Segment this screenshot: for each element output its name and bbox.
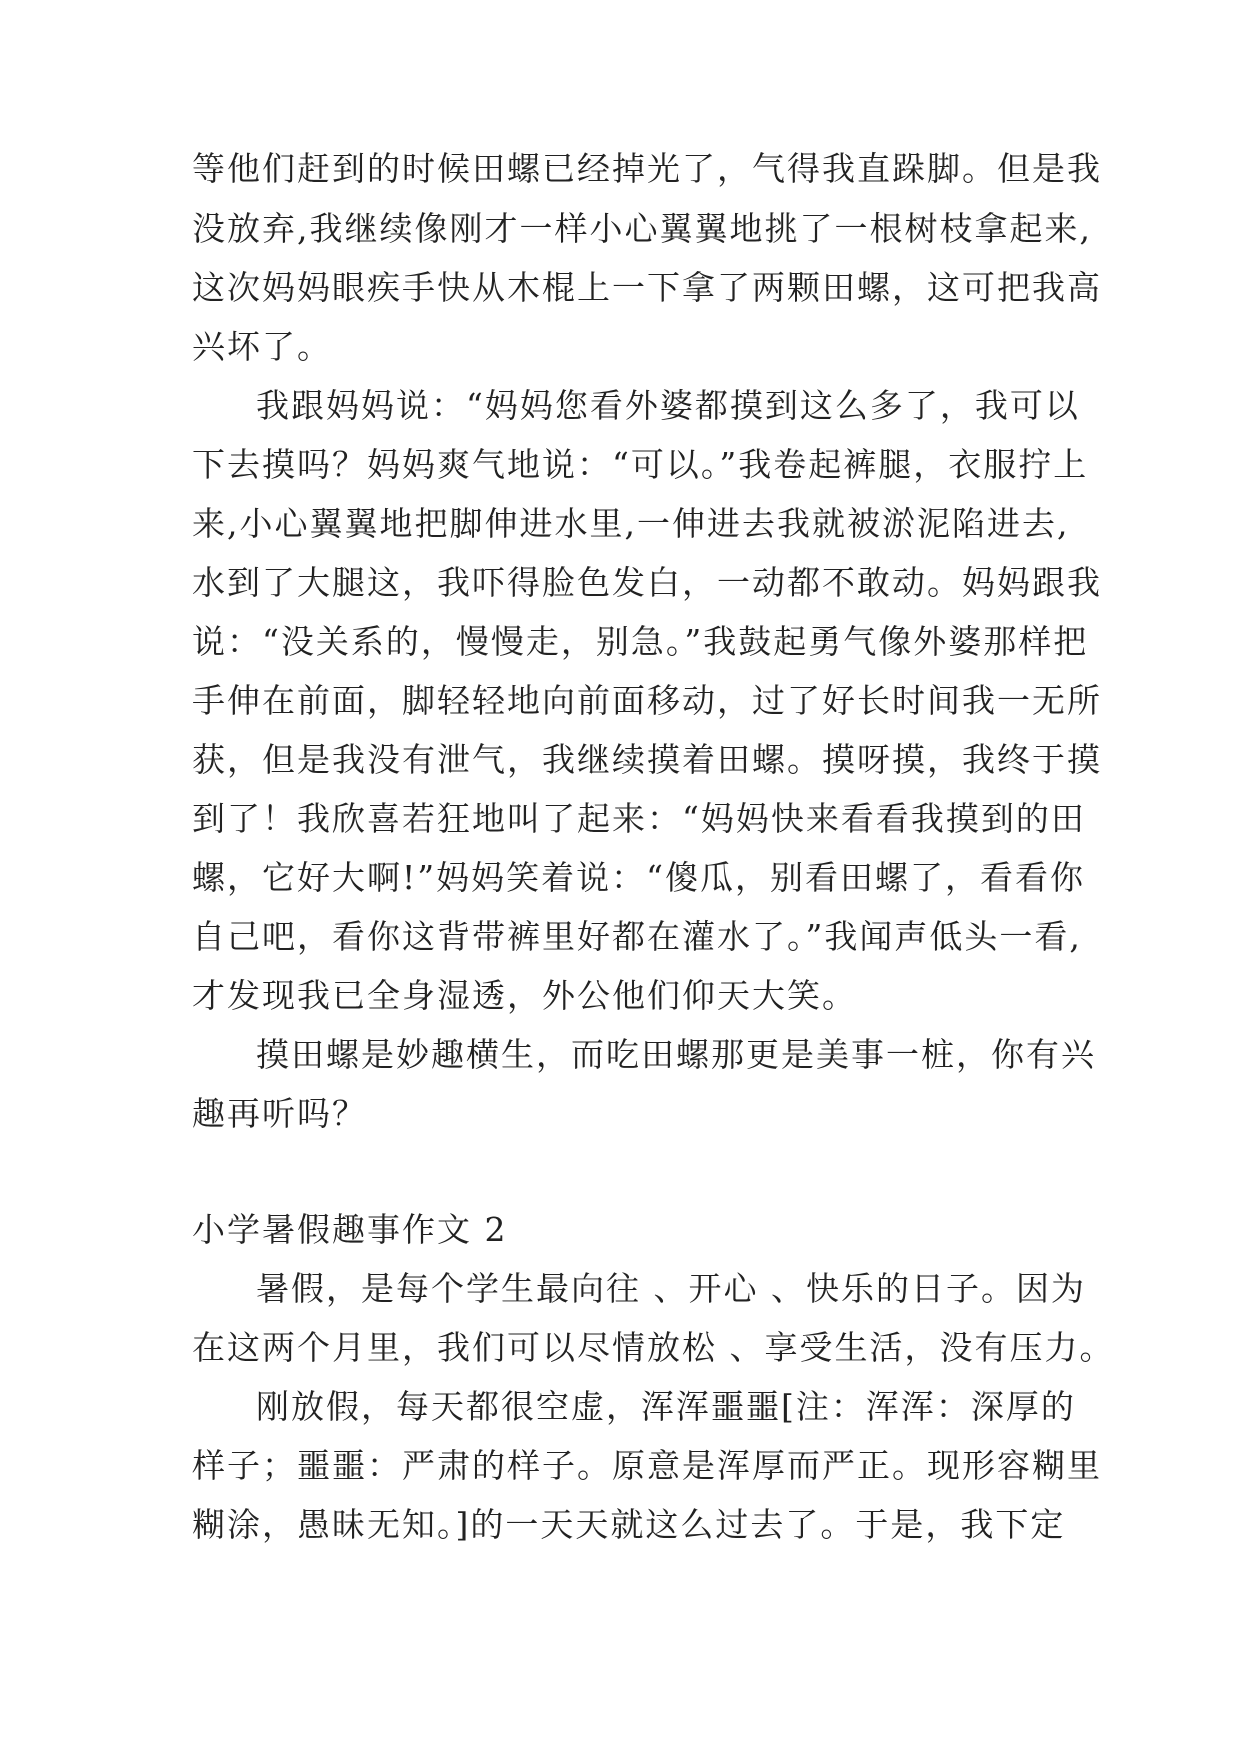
paragraph-3-line-2: 趣再听吗？: [192, 1094, 367, 1133]
paragraph-2-line-2: 下去摸吗？妈妈爽气地说：“可以。”我卷起裤腿，衣服拧上: [192, 445, 1089, 484]
paragraph-2-line-3: 来,小心翼翼地把脚伸进水里,一伸进去我就被淤泥陷进去,: [192, 504, 1070, 543]
paragraph-4-line-2: 在这两个月里，我们可以尽情放松 、享受生活，没有压力。: [192, 1328, 1115, 1367]
paragraph-3-line-1: 摸田螺是妙趣横生，而吃田螺那更是美事一桩，你有兴: [256, 1035, 1096, 1074]
paragraph-2-line-5: 说：“没关系的，慢慢走，别急。”我鼓起勇气像外婆那样把: [192, 622, 1089, 661]
paragraph-2-line-4: 水到了大腿这，我吓得脸色发白，一动都不敢动。妈妈跟我: [192, 563, 1102, 602]
paragraph-5-line-1: 刚放假，每天都很空虚，浑浑噩噩[注：浑浑：深厚的: [256, 1387, 1076, 1426]
paragraph-1-line-4: 兴坏了。: [192, 327, 332, 366]
paragraph-2-line-7: 获，但是我没有泄气，我继续摸着田螺。摸呀摸，我终于摸: [192, 740, 1102, 779]
paragraph-2-line-8: 到了！我欣喜若狂地叫了起来：“妈妈快来看看我摸到的田: [192, 799, 1086, 838]
paragraph-5-line-3: 糊涂，愚昧无知。]的一天天就这么过去了。于是，我下定: [192, 1505, 1066, 1544]
paragraph-2-line-1: 我跟妈妈说：“妈妈您看外婆都摸到这么多了，我可以: [256, 386, 1080, 425]
paragraph-1-line-2: 没放弃,我继续像刚才一样小心翼翼地挑了一根树枝拿起来,: [192, 209, 1092, 248]
paragraph-1-line-1: 等他们赶到的时候田螺已经掉光了，气得我直跺脚。但是我: [192, 149, 1102, 188]
paragraph-5-line-2: 样子；噩噩：严肃的样子。原意是浑厚而严正。现形容糊里: [192, 1446, 1102, 1485]
essay-heading: 小学暑假趣事作文 2: [192, 1210, 508, 1249]
paragraph-2-line-11: 才发现我已全身湿透，外公他们仰天大笑。: [192, 976, 857, 1015]
paragraph-2-line-6: 手伸在前面，脚轻轻地向前面移动，过了好长时间我一无所: [192, 681, 1102, 720]
paragraph-2-line-9: 螺，它好大啊!”妈妈笑着说：“傻瓜，别看田螺了，看看你: [192, 858, 1086, 897]
paragraph-4-line-1: 暑假，是每个学生最向往 、开心 、快乐的日子。因为: [256, 1269, 1086, 1308]
paragraph-1-line-3: 这次妈妈眼疾手快从木棍上一下拿了两颗田螺，这可把我高: [192, 268, 1102, 307]
paragraph-2-line-10: 自己吧，看你这背带裤里好都在灌水了。”我闻声低头一看,: [192, 917, 1082, 956]
